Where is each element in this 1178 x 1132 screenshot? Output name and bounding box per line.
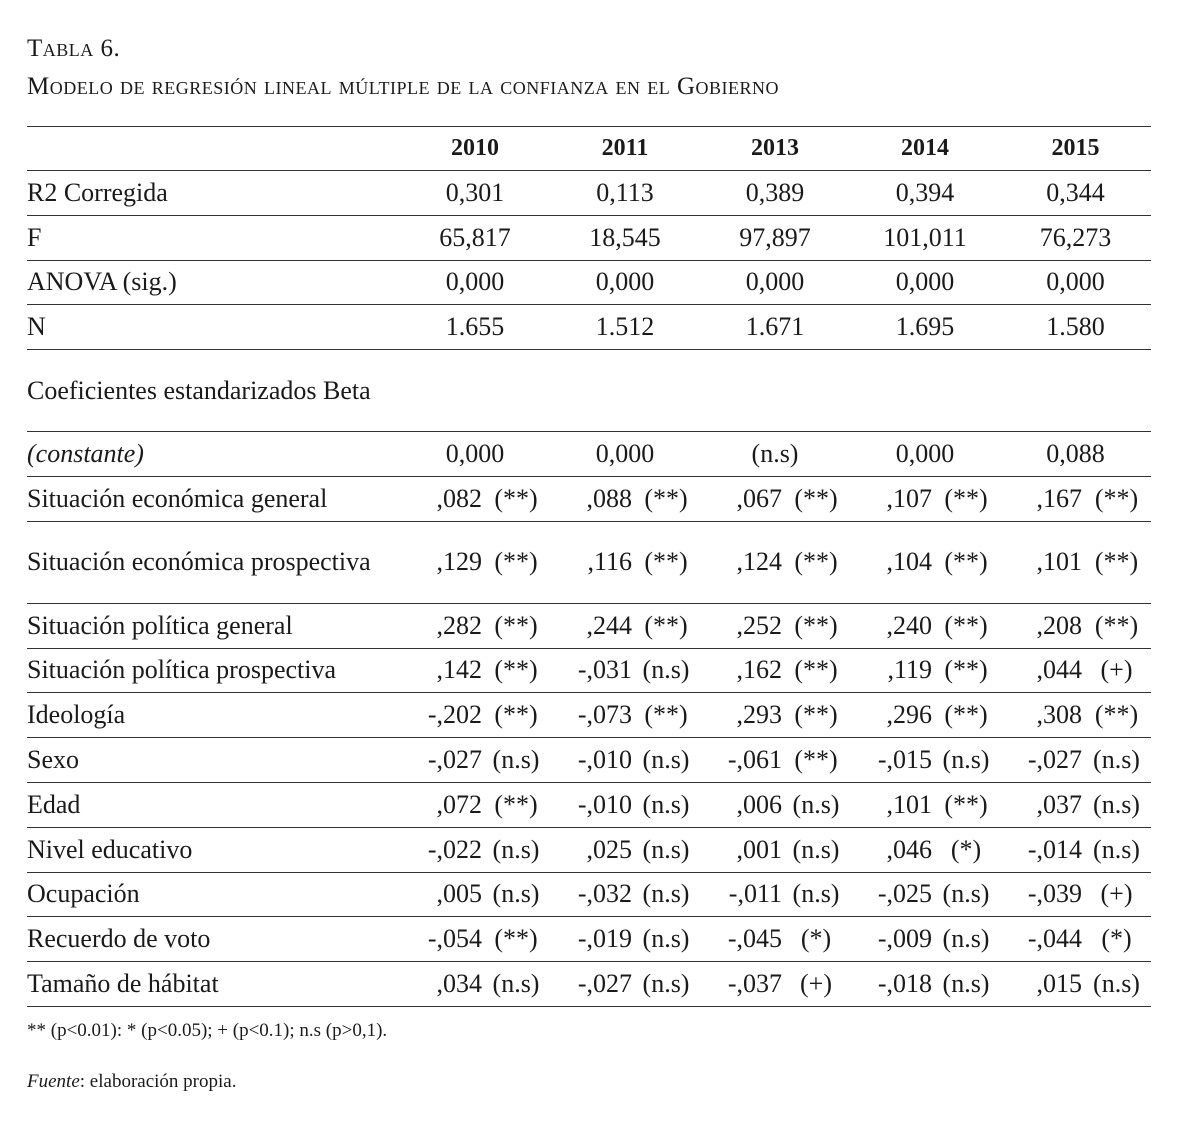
stat-value: 0,000 [445,267,505,297]
row-label: R2 Corregida [27,177,168,207]
beta-value: ,044 [1036,655,1082,685]
significance-mark: (**) [794,745,838,775]
beta-value: ,005 [436,879,482,909]
stat-value: 0,344 [1046,177,1105,207]
beta-value: -,027 [1027,745,1082,775]
constant-value: 0,000 [595,439,655,469]
row-label: Edad [27,789,81,819]
significance-mark: (n.s) [942,924,990,954]
coefficient-row [27,917,1151,962]
table-caption [27,30,779,106]
significance-mark: (*) [950,834,982,864]
significance-mark: (n.s) [642,969,690,999]
beta-value: ,240 [886,610,932,640]
year-header: 2010 [451,135,499,161]
beta-value: ,067 [736,483,782,513]
row-label: Tamaño de hábitat [27,969,219,999]
coefficient-row [27,476,1151,521]
beta-value: -,027 [427,745,482,775]
significance-mark: (**) [944,655,988,685]
beta-value: -,054 [427,924,482,954]
significance-mark: (**) [1094,700,1139,730]
significance-mark: (**) [794,655,838,685]
constant-value: 0,000 [445,439,505,469]
beta-value: -,073 [577,700,632,730]
beta-value: ,208 [1036,610,1082,640]
table-body [27,171,1151,1007]
row-label: Situación económica prospectiva [27,547,371,577]
significance-mark: (**) [644,700,688,730]
significance-mark: (n.s) [492,745,540,775]
significance-mark: (**) [644,610,688,640]
significance-mark: (n.s) [792,789,840,819]
beta-value: ,104 [886,547,932,577]
row-label: Situación política prospectiva [27,655,337,685]
constant-value: 0,000 [895,439,955,469]
beta-value: ,088 [586,483,632,513]
stat-value: 1.580 [1046,312,1105,342]
beta-value: -,044 [1027,924,1082,954]
stat-value: 101,011 [883,222,967,252]
year-header: 2011 [601,135,649,161]
constant-value: 0,088 [1046,439,1105,469]
beta-value: ,037 [1036,789,1082,819]
significance-mark: (**) [794,483,838,513]
coefficient-row [27,782,1151,827]
beta-value: -,027 [577,969,632,999]
stat-value: 1.695 [895,312,955,342]
header-row [27,127,1151,171]
significance-mark: (**) [1094,483,1139,513]
significance-mark: (**) [494,700,538,730]
summary-row [27,305,1151,350]
significance-mark: (**) [1094,610,1139,640]
stat-value: 0,000 [745,267,805,297]
significance-mark: (n.s) [642,834,690,864]
beta-header-blank [400,350,1151,432]
significance-mark: (n.s) [492,834,540,864]
beta-value: -,011 [728,879,782,909]
beta-value: ,025 [586,834,632,864]
significance-mark: (+) [800,969,832,999]
stat-value: 76,273 [1039,222,1112,252]
significance-mark: (**) [1094,547,1139,577]
summary-row [27,215,1151,260]
stat-value: 97,897 [739,222,811,252]
beta-value: ,116 [587,547,632,577]
stat-value: 65,817 [439,222,511,252]
stat-value: 0,113 [596,177,654,207]
significance-mark: (n.s) [792,834,840,864]
stat-value: 1.512 [595,312,655,342]
beta-value: -,018 [877,969,932,999]
beta-value: ,119 [887,655,932,685]
significance-mark: (n.s) [492,969,540,999]
row-label: Ideología [27,700,126,730]
constant-row [27,432,1151,477]
significance-mark: (n.s) [642,655,690,685]
beta-value: -,045 [727,924,782,954]
significance-mark: (n.s) [642,924,690,954]
beta-value: -,025 [877,879,932,909]
significance-mark: (**) [794,610,838,640]
significance-mark: (n.s) [1093,834,1140,864]
beta-value: ,082 [436,483,482,513]
beta-value: ,034 [436,969,482,999]
coefficient-row [27,872,1151,917]
significance-mark: (**) [944,547,988,577]
significance-mark: (**) [644,483,688,513]
coefficient-row [27,521,1151,603]
beta-value: ,015 [1036,969,1082,999]
beta-value: -,022 [427,834,482,864]
beta-value: ,296 [886,700,932,730]
beta-value: -,031 [577,655,632,685]
coefficient-row [27,693,1151,738]
significance-mark: (n.s) [942,969,990,999]
stat-value: 0,389 [745,177,805,207]
beta-value: -,039 [1027,879,1082,909]
coefficient-row [27,603,1151,648]
beta-value: ,124 [736,547,782,577]
significance-mark: (*) [1101,924,1132,954]
significance-mark: (**) [944,483,988,513]
summary-row [27,171,1151,216]
row-label: (constante) [27,439,144,469]
year-header: 2014 [901,135,949,161]
coefficient-row [27,648,1151,693]
significance-mark: (**) [494,655,538,685]
beta-header-row [27,350,1151,432]
significance-mark: (**) [794,547,838,577]
beta-value: ,142 [436,655,482,685]
beta-value: ,046 [886,834,932,864]
year-header: 2015 [1051,135,1100,161]
row-label: Ocupación [27,879,140,909]
beta-value: -,010 [577,745,632,775]
significance-mark: (+) [1100,655,1133,685]
significance-mark: (**) [944,610,988,640]
significance-mark: (n.s) [942,745,990,775]
significance-mark: (**) [794,700,838,730]
beta-value: ,282 [436,610,482,640]
beta-header: Coeficientes estandarizados Beta [27,375,371,405]
significance-note: ** (p<0.01): * (p<0.05); + (p<0.1); n.s (p>0,1). [27,1020,388,1041]
beta-value: ,129 [436,547,482,577]
stat-value: 0,000 [595,267,655,297]
year-header: 2013 [751,135,799,161]
significance-mark: (n.s) [1093,745,1140,775]
beta-value: -,010 [577,789,632,819]
significance-mark: (**) [494,924,538,954]
significance-mark: (+) [1100,879,1133,909]
significance-mark: (n.s) [1093,789,1140,819]
source-text: : elaboración propia. [79,1071,237,1092]
beta-value: -,015 [877,745,932,775]
significance-mark: (**) [944,700,988,730]
stat-value: 0,301 [445,177,505,207]
row-label: Recuerdo de voto [27,924,211,954]
row-label: Situación económica general [27,483,328,513]
beta-value: -,014 [1027,834,1082,864]
table-label: Tabla 6. [27,35,121,62]
beta-value: -,009 [877,924,932,954]
beta-value: -,019 [577,924,632,954]
significance-mark: (**) [494,547,538,577]
source-label: Fuente [27,1071,80,1092]
significance-mark: (**) [494,789,538,819]
beta-value: ,006 [736,789,782,819]
significance-mark: (**) [644,547,688,577]
significance-mark: (n.s) [942,879,990,909]
row-label: Nivel educativo [27,834,193,864]
row-label: Situación política general [27,610,293,640]
beta-value: -,202 [427,700,482,730]
table-title: Modelo de regresión lineal múltiple de la confianza en el Gobierno [27,73,780,100]
row-label: F [27,222,42,252]
row-label: Sexo [27,745,79,775]
beta-value: ,072 [436,789,482,819]
stat-value: 1.655 [445,312,505,342]
summary-row [27,260,1151,305]
beta-value: ,252 [736,610,782,640]
significance-mark: (n.s) [792,879,840,909]
significance-mark: (n.s) [642,879,690,909]
beta-value: ,308 [1036,700,1082,730]
beta-value: ,162 [736,655,782,685]
coefficient-row [27,738,1151,783]
coefficient-row [27,827,1151,872]
stat-value: 0,394 [895,177,955,207]
beta-value: -,032 [577,879,632,909]
significance-mark: (**) [494,610,538,640]
source-line [27,1071,236,1093]
beta-value: ,167 [1036,483,1082,513]
regression-table [27,126,1151,1007]
beta-value: ,107 [886,483,932,513]
row-label: ANOVA (sig.) [27,267,177,297]
significance-mark: (n.s) [1093,969,1140,999]
beta-value: ,001 [736,834,782,864]
constant-value: (n.s) [751,439,799,469]
stat-value: 18,545 [589,222,661,252]
row-label: N [27,312,46,342]
significance-mark: (**) [494,483,538,513]
beta-value: ,244 [586,610,632,640]
beta-value: -,037 [727,969,782,999]
header-blank [27,127,400,171]
significance-mark: (n.s) [642,789,690,819]
stat-value: 1.671 [745,312,805,342]
coefficient-row [27,962,1151,1007]
beta-value: ,101 [886,789,932,819]
stat-value: 0,000 [895,267,955,297]
significance-mark: (**) [944,789,988,819]
significance-mark: (n.s) [642,745,690,775]
significance-mark: (n.s) [492,879,540,909]
stat-value: 0,000 [1046,267,1105,297]
beta-value: ,101 [1036,547,1082,577]
significance-mark: (*) [800,924,832,954]
beta-value: ,293 [736,700,782,730]
beta-value: -,061 [727,745,782,775]
